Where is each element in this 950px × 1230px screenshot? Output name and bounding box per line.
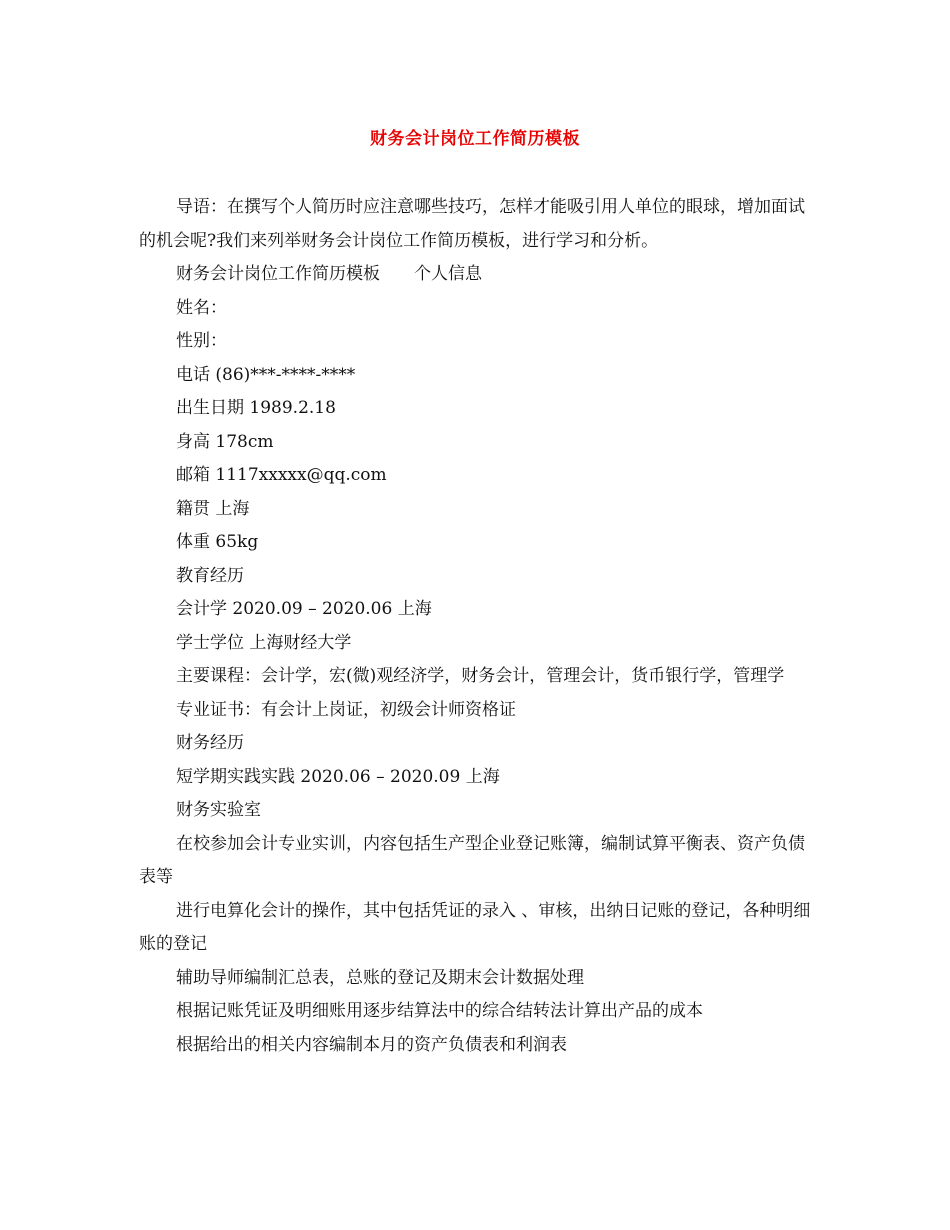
paragraph-height: 身高 178cm [176, 431, 274, 452]
paragraph-email: 邮箱 1117xxxxx@qq.com [176, 465, 387, 485]
paragraph-weight: 体重 65kg [176, 532, 259, 552]
paragraph-name: 姓名： [176, 297, 227, 318]
paragraph-certificates: 专业证书：有会计上岗证，初级会计师资格证 [176, 699, 516, 720]
paragraph-section-personal-info: 财务会计岗位工作简历模板 个人信息 [176, 264, 482, 284]
paragraph-section-education: 教育经历 [176, 565, 244, 586]
paragraph-intro: 导语：在撰写个人简历时应注意哪些技巧，怎样才能吸引用人单位的眼球，增加面试的机会呢?我们来列举财务会计岗位工作简历模板，进行学习和分析。 [139, 197, 805, 251]
paragraph-duty-5: 根据给出的相关内容编制本月的资产负债表和利润表 [176, 1034, 567, 1055]
paragraph-phone: 电话 (86)***-****-**** [176, 364, 356, 385]
paragraph-section-finance-experience: 财务经历 [176, 733, 244, 753]
paragraph-duty-4: 根据记账凭证及明细账用逐步结算法中的综合结转法计算出产品的成本 [176, 1001, 703, 1021]
paragraph-gender: 性别： [176, 331, 227, 351]
paragraph-duty-2: 进行电算化会计的操作，其中包括凭证的录入 、审核，出纳日记账的登记，各种明细账的登记 [139, 900, 811, 954]
paragraph-practice: 短学期实践实践 2020.06 – 2020.09 上海 [176, 766, 500, 787]
paragraph-hometown: 籍贯 上海 [176, 498, 250, 519]
document-title: 财务会计岗位工作简历模板 [370, 129, 580, 149]
paragraph-duty-1: 在校参加会计专业实训，内容包括生产型企业登记账簿，编制试算平衡表、资产负债表等 [139, 833, 805, 887]
paragraph-courses: 主要课程：会计学，宏(微)观经济学，财务会计，管理会计，货币银行学，管理学 [176, 666, 785, 686]
paragraph-lab: 财务实验室 [176, 800, 261, 820]
paragraph-duty-3: 辅助导师编制汇总表，总账的登记及期末会计数据处理 [176, 967, 584, 988]
document-body [139, 191, 815, 1062]
paragraph-birthdate: 出生日期 1989.2.18 [176, 398, 336, 418]
paragraph-major: 会计学 2020.09 – 2020.06 上海 [176, 599, 432, 619]
paragraph-degree: 学士学位 上海财经大学 [176, 632, 352, 653]
